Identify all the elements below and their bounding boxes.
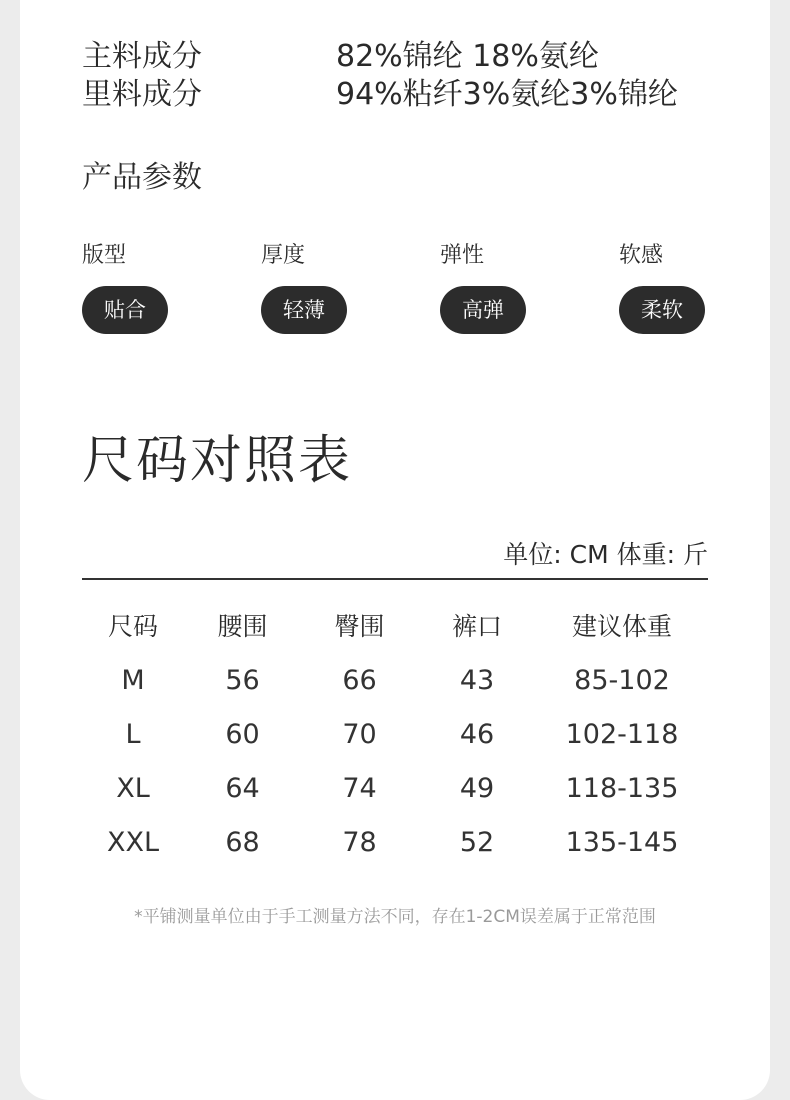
param-name: 弹性	[440, 243, 485, 268]
table-cell: 70	[342, 719, 377, 750]
param-value-badge: 贴合	[82, 286, 168, 334]
table-cell: 135-145	[565, 827, 679, 858]
param-fit	[82, 240, 261, 334]
header-cell: 建议体重	[571, 612, 672, 641]
table-cell: 64	[225, 773, 260, 804]
table-cell: L	[125, 719, 141, 750]
lining-material-value: 94%粘纤3%氨纶3%锦纶	[336, 77, 678, 112]
param-softness	[619, 240, 790, 334]
param-value-badge: 轻薄	[261, 286, 347, 334]
table-cell: M	[121, 665, 145, 696]
product-params-title: 产品参数	[82, 160, 202, 195]
header-cell: 尺码	[107, 612, 158, 641]
table-header-row	[82, 600, 708, 654]
size-chart-unit: 单位: CM 体重: 斤	[503, 540, 708, 569]
table-cell: 102-118	[565, 719, 679, 750]
table-row	[82, 762, 708, 816]
main-material-label: 主料成分	[82, 39, 202, 74]
table-cell: 43	[459, 665, 495, 696]
table-cell: 85-102	[574, 665, 670, 696]
table-cell: 46	[459, 719, 495, 750]
table-cell: 49	[459, 773, 495, 804]
param-name: 厚度	[261, 243, 306, 268]
param-name: 软感	[619, 243, 664, 268]
table-cell: 52	[459, 827, 495, 858]
header-cell: 裤口	[451, 612, 502, 641]
lining-material-row	[82, 76, 678, 114]
main-material-value: 82%锦纶 18%氨纶	[336, 39, 599, 74]
table-cell: XXL	[106, 827, 160, 858]
size-table	[82, 600, 708, 870]
product-params	[82, 240, 790, 334]
table-row	[82, 708, 708, 762]
table-cell: XL	[116, 773, 150, 804]
material-composition	[82, 38, 678, 114]
header-cell: 臀围	[334, 612, 385, 641]
table-row	[82, 816, 708, 870]
table-cell: 60	[225, 719, 260, 750]
lining-material-label: 里料成分	[82, 77, 202, 112]
header-cell: 腰围	[217, 612, 268, 641]
table-row	[82, 654, 708, 708]
table-cell: 74	[342, 773, 377, 804]
divider	[82, 578, 708, 580]
table-cell: 66	[342, 665, 377, 696]
table-cell: 68	[225, 827, 260, 858]
param-value-badge: 柔软	[619, 286, 705, 334]
size-chart-title: 尺码对照表	[82, 431, 353, 491]
table-cell: 78	[342, 827, 377, 858]
main-material-row	[82, 38, 678, 76]
table-cell: 56	[225, 665, 260, 696]
param-elasticity	[440, 240, 619, 334]
param-thickness	[261, 240, 440, 334]
measurement-note: *平铺测量单位由于手工测量方法不同，存在1-2CM误差属于正常范围	[134, 907, 656, 927]
table-cell: 118-135	[565, 773, 679, 804]
param-value-badge: 高弹	[440, 286, 526, 334]
param-name: 版型	[82, 243, 127, 268]
